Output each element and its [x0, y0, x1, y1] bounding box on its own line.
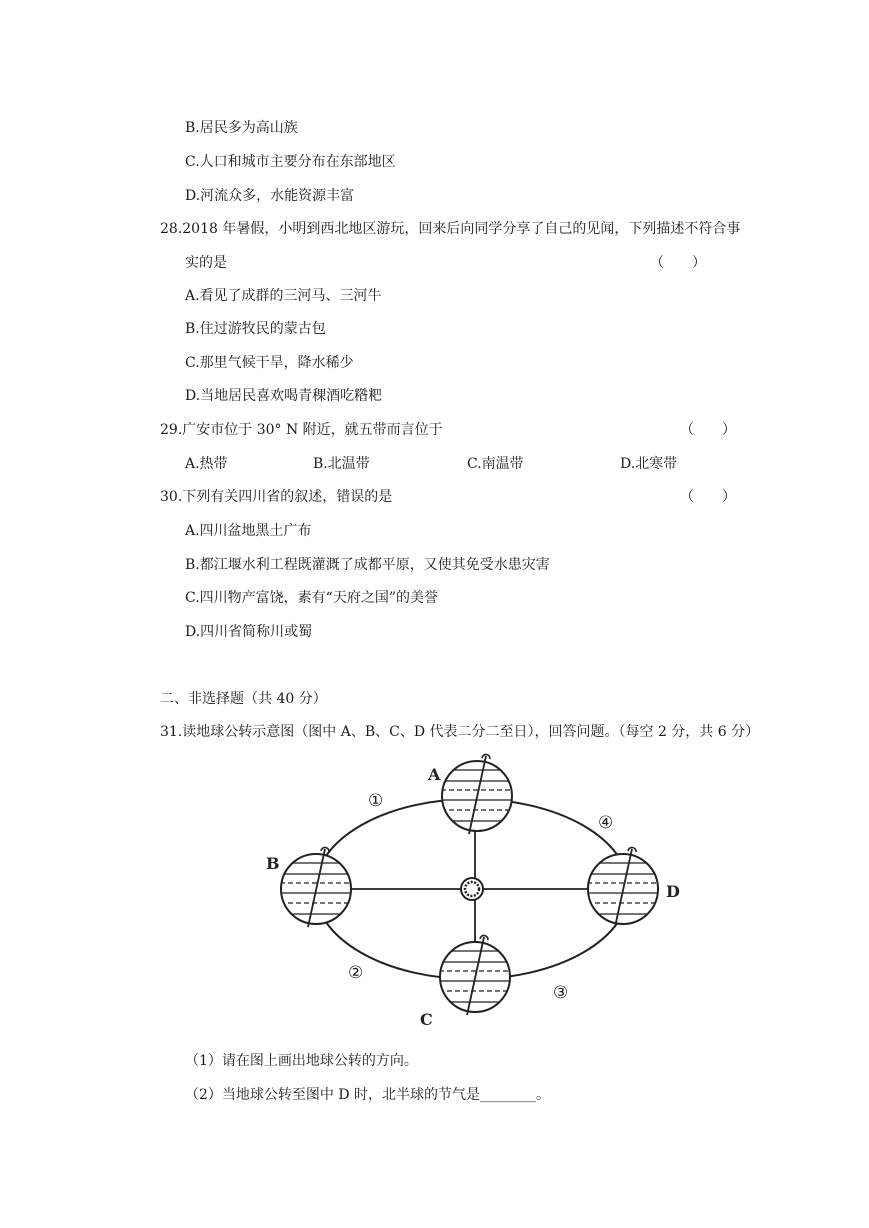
q28-option-d: D.当地居民喜欢喝青稞酒吃糌粑	[185, 388, 383, 404]
segment-mark-1: ①	[368, 791, 384, 811]
q31-subquestion-2: （2）当地球公转至图中 D 时，北半球的节气是________。	[185, 1087, 551, 1103]
q29-option-d: D.北寒带	[620, 456, 678, 472]
label-c: C	[420, 1010, 433, 1027]
q30-option-c: C.四川物产富饶，素有“天府之国”的美誉	[185, 590, 438, 606]
q28-stem-line1: 28.2018 年暑假，小明到西北地区游玩，回来后向同学分享了自己的见闻，下列描述不符合事	[160, 221, 741, 237]
q28-answer-bracket: （ ）	[650, 255, 706, 271]
q29-option-a: A.热带	[185, 456, 228, 472]
earth-revolution-diagram	[250, 752, 690, 1027]
q31-subquestion-1: （1）请在图上画出地球公转的方向。	[185, 1053, 418, 1069]
q27-option-b: B.居民多为高山族	[185, 120, 298, 136]
q30-stem: 30.下列有关四川省的叙述，错误的是	[160, 489, 393, 505]
q28-option-b: B.住过游牧民的蒙古包	[185, 321, 326, 337]
q27-option-d: D.河流众多，水能资源丰富	[185, 188, 355, 204]
q29-stem: 29.广安市位于 30° N 附近，就五带而言位于	[160, 422, 443, 438]
segment-mark-3: ③	[553, 983, 569, 1003]
q30-option-b: B.都江堰水利工程既灌溉了成都平原，又使其免受水患灾害	[185, 557, 550, 573]
earth-globe-d	[563, 847, 683, 927]
q28-option-a: A.看见了成群的三河马、三河牛	[185, 288, 382, 304]
q30-option-a: A.四川盆地黑土广布	[185, 523, 312, 539]
section-heading: 二、非选择题（共 40 分）	[160, 691, 327, 707]
q29-option-b: B.北温带	[313, 456, 370, 472]
q29-option-c: C.南温带	[467, 456, 524, 472]
q28-option-c: C.那里气候干旱，降水稀少	[185, 355, 354, 371]
q30-answer-bracket: （ ）	[680, 489, 736, 505]
segment-mark-2: ②	[348, 963, 364, 983]
q28-stem-line2: 实的是	[185, 255, 227, 271]
label-d: D	[666, 882, 680, 901]
label-a: A	[428, 765, 441, 784]
q27-option-c: C.人口和城市主要分布在东部地区	[185, 154, 396, 170]
q29-answer-bracket: （ ）	[680, 422, 736, 438]
sun-icon	[461, 878, 483, 900]
q30-option-d: D.四川省简称川或蜀	[185, 624, 313, 640]
label-b: B	[266, 854, 280, 873]
segment-mark-4: ④	[598, 813, 614, 833]
q31-stem: 31.读地球公转示意图（图中 A、B、C、D 代表二分二至日），回答问题。（每空 2 分，共 6 分）	[160, 724, 760, 740]
